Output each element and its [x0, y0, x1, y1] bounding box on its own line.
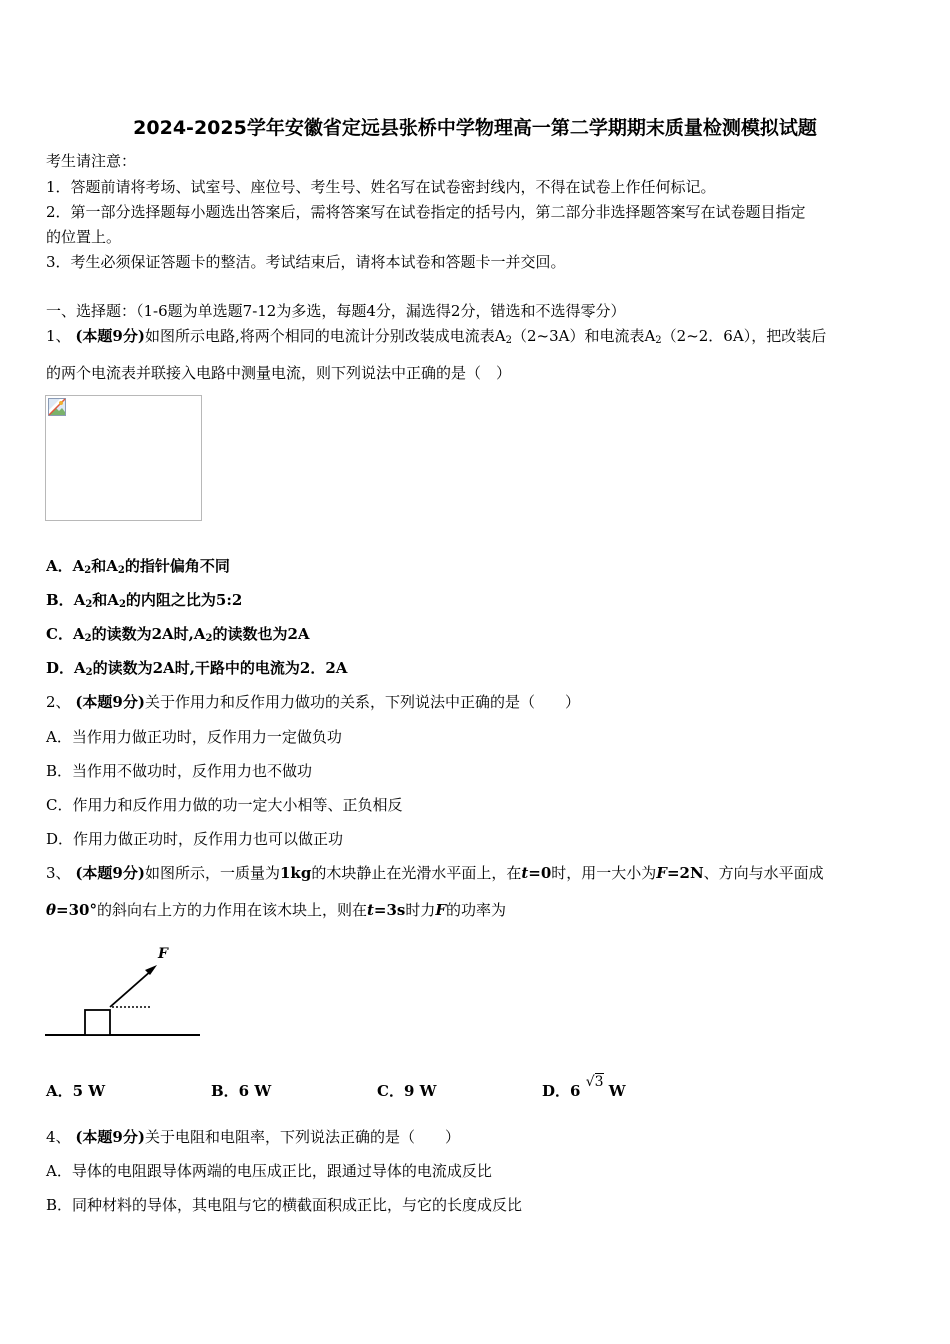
question-text: （2~2．6A），把改装后 [661, 327, 827, 345]
q1-option-c: C．$A_2$的读数为2A时$,A_2$的读数也为2A [46, 625, 310, 644]
question-text: 如图所示电路,将两个相同的电流计分别改装成电流表A [144, 327, 506, 345]
question-2: 2、 (本题9分)关于作用力和反作用力做功的关系，下列说法中正确的是（ ） [46, 693, 580, 711]
q2-option-a: A．当作用力做正功时，反作用力一定做负功 [46, 728, 342, 746]
section-heading: 一、选择题：（1-6题为单选题7-12为多选，每题4分，漏选得2分，错选和不选得零分） [46, 302, 626, 320]
q2-option-c: C．作用力和反作用力做的功一定大小相等、正负相反 [46, 796, 403, 814]
circuit-image-placeholder [45, 395, 202, 521]
force-label: F [158, 946, 168, 962]
block [85, 1010, 110, 1035]
q4-option-a: A．导体的电阻跟导体两端的电压成正比，跟通过导体的电流成反比 [46, 1162, 492, 1180]
q1-option-d: D．$A_2$的读数为2A时,干路中的电流为2．2A [46, 659, 348, 678]
q1-option-a: A．$A_2$和$A_2$的指针偏角不同 [46, 557, 230, 576]
notice-item-2: 2．第一部分选择题每小题选出答案后，需将答案写在试卷指定的括号内，第二部分非选择题答案写在试卷题目指定 [46, 203, 806, 221]
notice-item-1: 1．答题前请将考场、试室号、座位号、考生号、姓名写在试卷密封线内，不得在试卷上作任何标记。 [46, 178, 716, 196]
q3-option-c: C．9 W [377, 1082, 437, 1100]
force-diagram [40, 940, 210, 1045]
q2-option-b: B．当作用不做功时，反作用力也不做功 [46, 762, 313, 780]
q2-option-d: D．作用力做正功时，反作用力也可以做正功 [46, 830, 344, 848]
q3-option-d: D．6 √3 W [542, 1074, 626, 1100]
question-1 [46, 326, 826, 351]
page-title: 2024-2025学年安徽省定远县张桥中学物理高一第二学期期末质量检测模拟试题 [133, 117, 817, 139]
q3-option-a: A．5 W [46, 1082, 106, 1100]
sqrt-expression: √3 [585, 1074, 604, 1090]
question-tag: (本题9分) [75, 327, 145, 345]
question-4: 4、 (本题9分)关于电阻和电阻率，下列说法正确的是（ ） [46, 1128, 460, 1146]
question-number: 1、 [46, 327, 71, 345]
notice-heading: 考生请注意： [46, 152, 137, 170]
q1-option-b: B．$A_2$和$A_2$的内阻之比为5:2 [46, 591, 243, 610]
subscript: 2 [655, 335, 662, 346]
question-3-line-2: θ=30°的斜向右上方的力作用在该木块上，则在t=3s时力F的功率为 [46, 901, 507, 919]
notice-item-3: 3．考生必须保证答题卡的整洁。考试结束后，请将本试卷和答题卡一并交回。 [46, 253, 566, 271]
question-1-line-2: 的两个电流表并联接入电路中测量电流，则下列说法中正确的是（ ） [46, 364, 512, 382]
notice-item-2-cont: 的位置上。 [46, 228, 122, 246]
force-arrow [110, 970, 152, 1007]
q3-option-b: B．6 W [211, 1082, 272, 1100]
subscript: 2 [505, 335, 512, 346]
question-3: 3、 (本题9分)如图所示，一质量为1kg的木块静止在光滑水平面上，在t=0时，用一大小为F=2N、方向与水平面成 [46, 864, 824, 882]
broken-image-icon [48, 398, 66, 416]
q4-option-b: B．同种材料的导体，其电阻与它的横截面积成正比，与它的长度成反比 [46, 1196, 523, 1214]
question-text: （2~3A）和电流表A [511, 327, 656, 345]
